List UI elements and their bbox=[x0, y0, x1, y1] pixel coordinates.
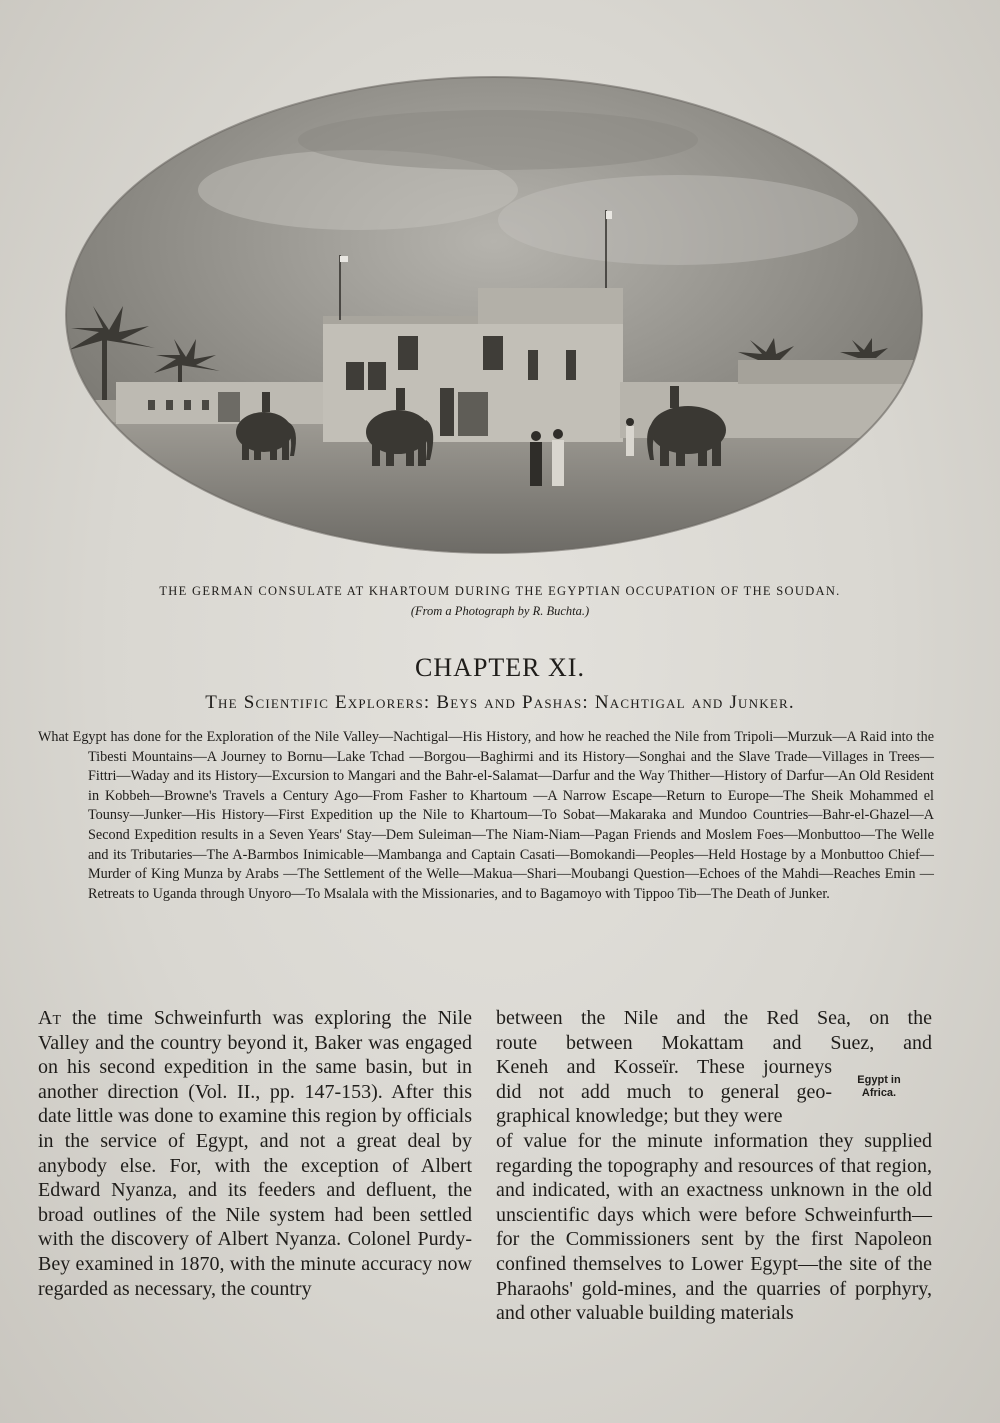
consulate-illustration bbox=[58, 70, 930, 560]
right-column-text: of value for the minute information they supplied regarding the topography and resources of that region, and indicated, with an exactness unknown in the old unscientific days which were before Schweinfurth—for the Commissioners sent by the first Napoleon confined themselves to Lower Egypt—the site of the Pharaohs' gold-mines, and the quarries of porphyry, and other valuable building materials bbox=[496, 1129, 932, 1325]
right-line-5: graphical knowledge; but they were bbox=[496, 1105, 783, 1128]
right-line-3: Keneh and Kosseïr. These journeys bbox=[496, 1056, 832, 1079]
right-line-1: between the Nile and the Red Sea, on the bbox=[496, 1007, 932, 1029]
illustration-credit: (From a Photograph by R. Buchta.) bbox=[410, 604, 590, 618]
chapter-synopsis bbox=[38, 728, 934, 904]
margin-note: Egypt in Africa. bbox=[857, 1074, 901, 1099]
body-column-right bbox=[496, 1006, 932, 1326]
chapter-number: CHAPTER XI. bbox=[415, 653, 585, 682]
left-column-text: the time Schweinfurth was exploring the Nile Valley and the country beyond it, Baker was engaged on his second expedition in the same basin, but in another direction (Vol. II., pp. 147-153). After this date little was done to examine this region by officials in the service of Egypt, and not a great deal by anybody else. For, with the exception of Albert Edward Nyanza, and its feeders and defluent, the broad outlines of the Nile system had been settled with the discovery of Albert Nyanza. Colonel Purdy-Bey examined in 1870, with the minute accuracy now regarded as necessary, the country bbox=[38, 1007, 472, 1300]
body-column-left bbox=[38, 1006, 472, 1301]
synopsis-text: What Egypt has done for the Exploration of the Nile Valley—Nachtigal—His History, and how he reached the Nile from Tripoli—Murzuk—A Raid into the Tibesti Mountains—A Journey to Bornu—Lake Tchad —Borgou—Baghirmi and its History—Songhai and the Slave Trade—Villages in Trees—Fittri—Waday and its History—Excursion to Mangari and the Bahr-el-Salamat—Darfur and the Way Thither—History of Darfur—An Old Resident in Kobbeh—Browne's Travels a Century Ago—From Fasher to Khartoum —A Narrow Escape—Return to Europe—The Sheik Mohammed el Tounsy—Junker—His History—First Expedition up the Nile to Khartoum—To Sobat—Makaraka and Mundoo Countries—Bahr-el-Ghazel—A Second Expedition results in a Seven Years' Stay—Dem Suleiman—The Niam-Niam—Pagan Friends and Moslem Foes—Monbuttoo—The Welle and its Tributaries—The A-Barmbos Inimicable—Mambanga and Captain Casati—Bomokandi—Peoples—Held Hostage by a Monbuttoo Chief—Murder of King Munza by Arabs —The Settlement of the Welle—Makua—Shari—Moubangi Question—Echoes of the Mahdi—Reaches Emin —Retreats to Uganda through Unyoro—To Msalala with the Missionaries, and to Bagamoyo with Tippoo Tib—The Death of Junker. bbox=[38, 729, 934, 902]
illustration-caption: THE GERMAN CONSULATE AT KHARTOUM DURING THE EGYPTIAN OCCUPATION OF THE SOUDAN. bbox=[159, 584, 841, 598]
lead-word: At bbox=[38, 1007, 61, 1029]
engraving-image bbox=[58, 70, 930, 560]
chapter-title: The Scientific Explorers: Beys and Pashas: Nachtigal and Junker. bbox=[205, 692, 795, 713]
right-line-2: route between Mokattam and Suez, and bbox=[496, 1031, 932, 1054]
right-line-4: did not add much to general geo- bbox=[496, 1080, 832, 1103]
